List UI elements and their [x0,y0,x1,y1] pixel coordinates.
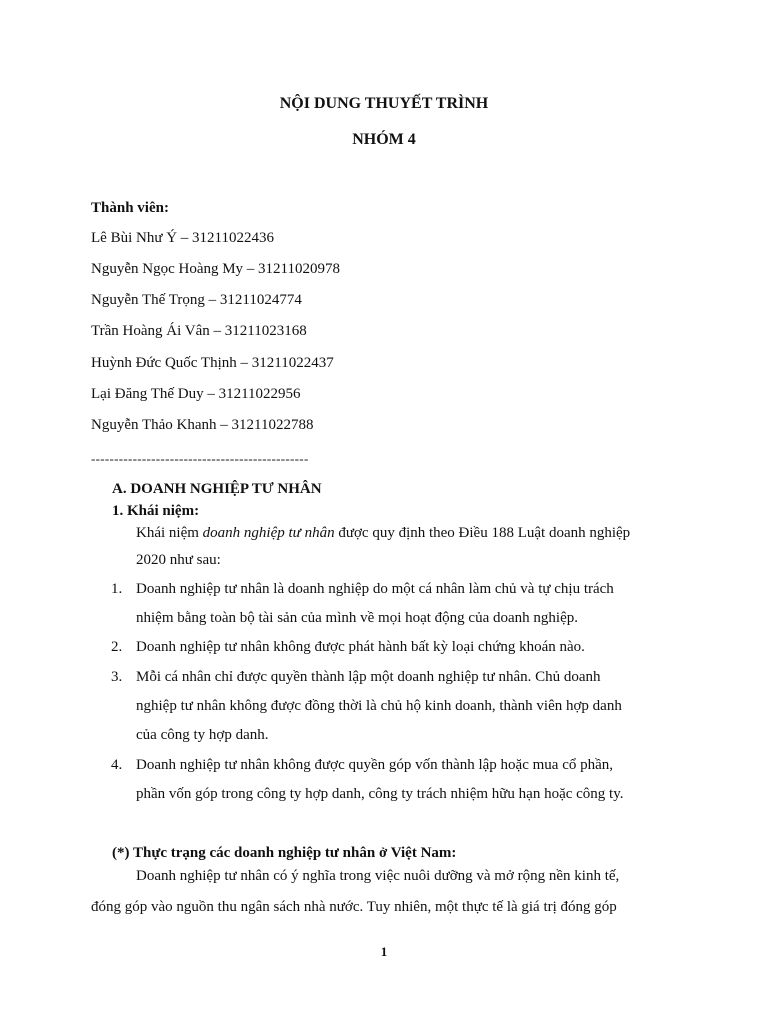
page-number: 1 [380,944,388,959]
status-paragraph-line: Doanh nghiệp tư nhân có ý nghĩa trong việc nuôi dưỡng và mở rộng nền kinh tế, [136,868,620,884]
member-item: Trần Hoàng Ái Vân – 31211023168 [91,323,307,339]
list-item-line: của công ty hợp danh. [136,727,269,743]
members-label: Thành viên: [91,200,169,216]
list-item-line: Mỗi cá nhân chỉ được quyền thành lập một doanh nghiệp tư nhân. Chủ doanh [136,669,601,685]
group-name: NHÓM 4 [352,131,416,148]
section-a-heading: A. DOANH NGHIỆP TƯ NHÂN [112,481,322,497]
list-item-line: nhiệm bằng toàn bộ tài sản của mình về mọi hoạt động của doanh nghiệp. [136,610,578,626]
status-heading: (*) Thực trạng các doanh nghiệp tư nhân ở Việt Nam: [112,845,457,861]
list-item-line: Doanh nghiệp tư nhân là doanh nghiệp do một cá nhân làm chủ và tự chịu trách [136,581,614,597]
list-number: 3. [111,669,123,685]
definition-intro-continued: 2020 như sau: [136,552,221,568]
member-item: Nguyễn Thảo Khanh – 31211022788 [91,417,314,433]
member-item: Lê Bùi Như Ý – 31211022436 [91,230,274,246]
subsection-heading: 1. Khái niệm: [112,503,200,519]
list-number: 1. [111,581,123,597]
list-item-line: nghiệp tư nhân không được đồng thời là chủ hộ kinh doanh, thành viên hợp danh [136,698,622,714]
list-number: 2. [111,639,123,655]
member-item: Huỳnh Đức Quốc Thịnh – 31211022437 [91,355,334,371]
list-item-line: Doanh nghiệp tư nhân không được quyền góp vốn thành lập hoặc mua cổ phần, [136,757,614,773]
list-item-line: Doanh nghiệp tư nhân không được phát hành bất kỳ loại chứng khoán nào. [136,639,585,655]
member-item: Nguyễn Thế Trọng – 31211024774 [91,292,302,308]
list-number: 4. [111,757,123,773]
status-paragraph-line: đóng góp vào nguồn thu ngân sách nhà nước. Tuy nhiên, một thực tế là giá trị đóng góp [91,899,617,915]
member-item: Nguyễn Ngọc Hoàng My – 31211020978 [91,261,341,277]
definition-intro [136,525,630,542]
document-title: NỘI DUNG THUYẾT TRÌNH [279,95,489,112]
member-item: Lại Đăng Thế Duy – 31211022956 [91,386,301,402]
section-divider: ----------------------------------------------- [91,451,309,466]
intro-emphasis: doanh nghiệp tư nhân [202,525,335,541]
list-item-line: phần vốn góp trong công ty hợp danh, công ty trách nhiệm hữu hạn hoặc công ty. [136,786,624,802]
intro-text: Khái niệm [136,525,203,541]
intro-text: được quy định theo Điều 188 Luật doanh nghiệp [334,525,631,541]
